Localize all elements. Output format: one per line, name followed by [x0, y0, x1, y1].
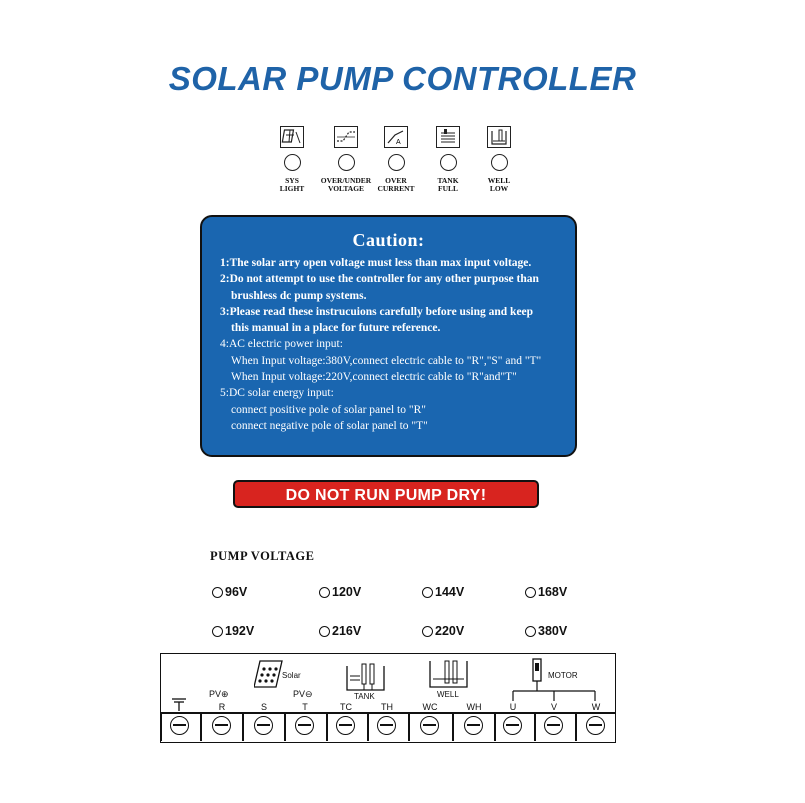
solar-label: Solar: [282, 671, 301, 680]
well-low-icon: [487, 126, 511, 148]
voltage-option-220v[interactable]: [422, 624, 464, 638]
solar-panel-icon: [254, 659, 284, 689]
option-label: 380V: [538, 624, 568, 638]
voltage-option-96v[interactable]: [212, 585, 247, 599]
indicator-label: OVER/UNDER VOLTAGE: [320, 176, 372, 193]
terminal-separator: [575, 712, 577, 741]
terminal-separator: [200, 712, 202, 741]
indicator-label: OVER CURRENT: [377, 176, 415, 193]
indicator-label: TANK FULL: [437, 176, 459, 193]
terminal-screw-tc[interactable]: [336, 716, 355, 735]
svg-text:A: A: [396, 139, 401, 146]
terminal-screw-v[interactable]: [544, 716, 563, 735]
caution-line: When Input voltage:380V,connect electric cable to "R","S" and "T": [231, 354, 542, 367]
terminal-label-tc: TC: [340, 702, 352, 712]
option-label: 120V: [332, 585, 362, 599]
tank-full-led: [440, 154, 457, 171]
caution-line: When Input voltage:220V,connect electric cable to "R"and"T": [231, 371, 517, 384]
terminal-label-w: W: [591, 702, 601, 712]
terminal-rail: [160, 712, 616, 714]
tank-full-icon: [436, 126, 460, 148]
terminal-label-t: T: [302, 702, 308, 712]
radio-circle[interactable]: [525, 626, 536, 637]
pv-minus-label: PV⊖: [293, 689, 313, 699]
option-label: 96V: [225, 585, 248, 599]
terminal-screw-u[interactable]: [503, 716, 522, 735]
voltage-option-216v[interactable]: [319, 624, 361, 638]
terminal-separator: [534, 712, 536, 741]
caution-line: 5:DC solar energy input:: [220, 387, 334, 400]
caution-line: brushless dc pump systems.: [231, 289, 367, 302]
voltage-curve-icon: [334, 126, 358, 148]
caution-line: connect positive pole of solar panel to "R": [231, 403, 426, 416]
pump-voltage-title: PUMP VOLTAGE: [210, 549, 315, 563]
option-label: 144V: [435, 585, 465, 599]
well-low-led: [491, 154, 508, 171]
indicator-label: SYS LIGHT: [279, 176, 305, 193]
option-label: 216V: [332, 624, 362, 638]
ground-icon: [170, 696, 188, 712]
voltage-option-120v[interactable]: [319, 585, 361, 599]
terminal-screw-w[interactable]: [586, 716, 605, 735]
pv-plus-label: PV⊕: [209, 689, 229, 699]
tank-label: TANK: [354, 692, 375, 701]
caution-lines: [220, 255, 565, 434]
well-label: WELL: [437, 690, 459, 699]
solar-panel-icon: [280, 126, 304, 148]
caution-line: this manual in a place for future reference.: [231, 322, 441, 335]
voltage-option-192v[interactable]: [212, 624, 254, 638]
indicator-well-low: [464, 126, 534, 193]
voltage-option-168v[interactable]: [525, 585, 567, 599]
option-label: 220V: [435, 624, 465, 638]
terminal-separator: [494, 712, 496, 741]
caution-line: 4:AC electric power input:: [220, 338, 343, 351]
current-curve-icon: [384, 126, 408, 148]
terminal-separator: [367, 712, 369, 741]
radio-circle[interactable]: [212, 587, 223, 598]
terminal-label-s: S: [260, 702, 267, 712]
terminal-separator: [242, 712, 244, 741]
option-label: 192V: [225, 624, 255, 638]
terminal-screw-r[interactable]: [212, 716, 231, 735]
over-under-voltage-led: [338, 154, 355, 171]
warning-banner: DO NOT RUN PUMP DRY!: [233, 480, 539, 508]
terminal-separator: [408, 712, 410, 741]
terminal-label-v: V: [550, 702, 557, 712]
terminal-screw-s[interactable]: [254, 716, 273, 735]
over-current-led: [388, 154, 405, 171]
caution-line: 3:Please read these instrucuions carefully before using and keep: [220, 305, 534, 318]
terminal-separator: [452, 712, 454, 741]
radio-circle[interactable]: [212, 626, 223, 637]
terminal-screw-wh[interactable]: [464, 716, 483, 735]
motor-label: MOTOR: [548, 671, 578, 680]
terminal-screw-t[interactable]: [295, 716, 314, 735]
caution-line: connect negative pole of solar panel to "T": [231, 419, 428, 432]
terminal-label-wh: WH: [466, 702, 482, 712]
terminal-label-r: R: [218, 702, 226, 712]
terminal-screw-wc[interactable]: [420, 716, 439, 735]
indicator-label: WELL LOW: [487, 176, 511, 193]
caution-line: 2:Do not attempt to use the controller for any other purpose than: [220, 273, 539, 286]
radio-circle[interactable]: [422, 626, 433, 637]
terminal-screw-ground[interactable]: [170, 716, 189, 735]
caution-box: [200, 215, 577, 457]
option-label: 168V: [538, 585, 568, 599]
terminal-screw-th[interactable]: [377, 716, 396, 735]
terminal-label-wc: WC: [422, 702, 438, 712]
terminal-label-th: TH: [381, 702, 393, 712]
sys-light-led: [284, 154, 301, 171]
voltage-option-144v[interactable]: [422, 585, 464, 599]
terminal-separator: [160, 712, 162, 741]
radio-circle[interactable]: [525, 587, 536, 598]
terminal-separator: [284, 712, 286, 741]
radio-circle[interactable]: [422, 587, 433, 598]
voltage-option-380v[interactable]: [525, 624, 567, 638]
terminal-separator: [326, 712, 328, 741]
radio-circle[interactable]: [319, 587, 330, 598]
radio-circle[interactable]: [319, 626, 330, 637]
caution-line: 1:The solar arry open voltage must less than max input voltage.: [220, 257, 532, 269]
caution-heading: Caution:: [352, 230, 425, 250]
terminal-label-u: U: [509, 702, 517, 712]
page-title: SOLAR PUMP CONTROLLER: [168, 60, 637, 97]
